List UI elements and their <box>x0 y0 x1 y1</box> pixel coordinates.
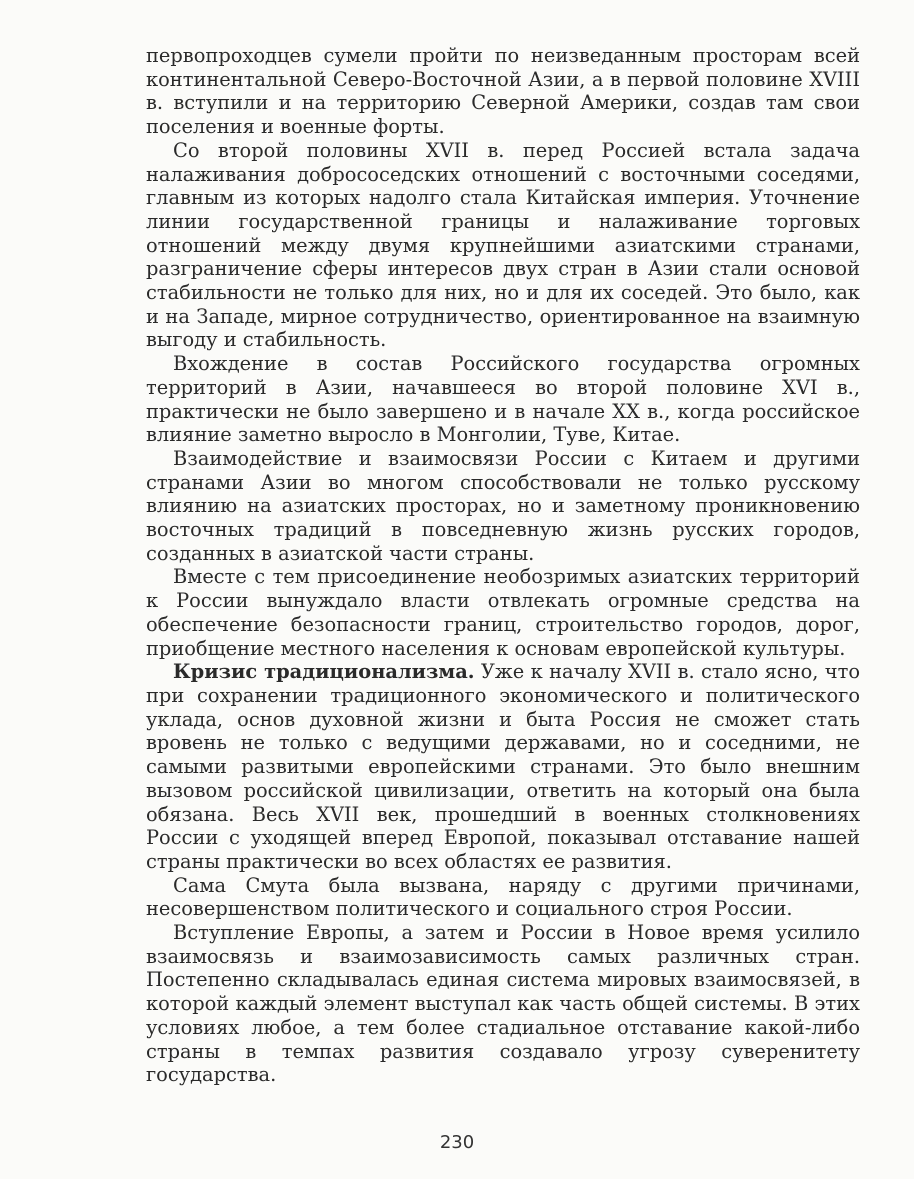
paragraph-8-text: Вступление Европы, а затем и России в Новое время усилило взаимосвязь и взаимозависимость самых различных стран. Постепенно складывалась единая система мировых взаимосвязей, в которой каждый элемент выступал как часть общей системы. В этих условиях любое, а тем более стадиальное отставание какой-либо страны в темпах развития создавало угрозу суверенитету государства. <box>146 921 860 1087</box>
paragraph-7-text: Сама Смута была вызвана, наряду с другими причинами, несовершенством политического и социального строя России. <box>146 873 860 921</box>
page-number: 230 <box>439 1132 475 1153</box>
paragraph-1-text: первопроходцев сумели пройти по неизведанным просторам всей континентальной Северо-Восточной Азии, а в первой половине XVIII в. вступили и на территорию Северной Америки, создав там свои поселения и военные форты. <box>146 44 860 139</box>
section-heading-crisis-traditionalism: Кризис традиционализма. <box>173 660 475 684</box>
paragraph-1 <box>146 44 860 139</box>
page-body <box>146 44 860 1087</box>
paragraph-5-text: Вместе с тем присоединение необозримых азиатских территорий к России вынуждало власти отвлекать огромные средства на обеспечение безопасности границ, строительство городов, дорог, приобщение местного населения к основам европейской культуры. <box>146 565 860 660</box>
paragraph-6-text: Уже к началу XVII в. стало ясно, что при сохранении традиционного экономического и политического уклада, основ духовной жизни и быта Россия не сможет стать вровень не только с ведущими державами, но и соседними, не самыми развитыми европейскими странами. Это было внешним вызовом российской цивилизации, ответить на который она была обязана. Весь XVII век, прошедший в военных столкновениях России с уходящей вперед Европой, показывал отставание нашей страны практически во всех областях ее развития. <box>146 660 860 873</box>
paragraph-6 <box>146 660 860 873</box>
paragraph-7 <box>146 874 860 921</box>
paragraph-3-text: Вхождение в состав Российского государства огромных территорий в Азии, начавшееся во второй половине XVI в., практически не было завершено и в начале XX в., когда российское влияние заметно выросло в Монголии, Туве, Китае. <box>146 352 860 447</box>
paragraph-4-text: Взаимодействие и взаимосвязи России с Китаем и другими странами Азии во многом способствовали не только русскому влиянию на азиатских просторах, но и заметному проникновению восточных традиций в повседневную жизнь русских городов, созданных в азиатской части страны. <box>146 446 860 565</box>
paragraph-5 <box>146 565 860 660</box>
paragraph-8 <box>146 921 860 1087</box>
paragraph-3 <box>146 352 860 447</box>
paragraph-4 <box>146 447 860 566</box>
paragraph-2 <box>146 139 860 352</box>
paragraph-2-text: Со второй половины XVII в. перед Россией встала задача налаживания добрососедских отношений с восточными соседями, главным из которых надолго стала Китайская империя. Уточнение линии государственной границы и налаживание торговых отношений между двумя крупнейшими азиатскими странами, разграничение сферы интересов двух стран в Азии стали основой стабильности не только для них, но и для их соседей. Это было, как и на Западе, мирное сотрудничество, ориентированное на взаимную выгоду и стабильность. <box>146 138 860 352</box>
